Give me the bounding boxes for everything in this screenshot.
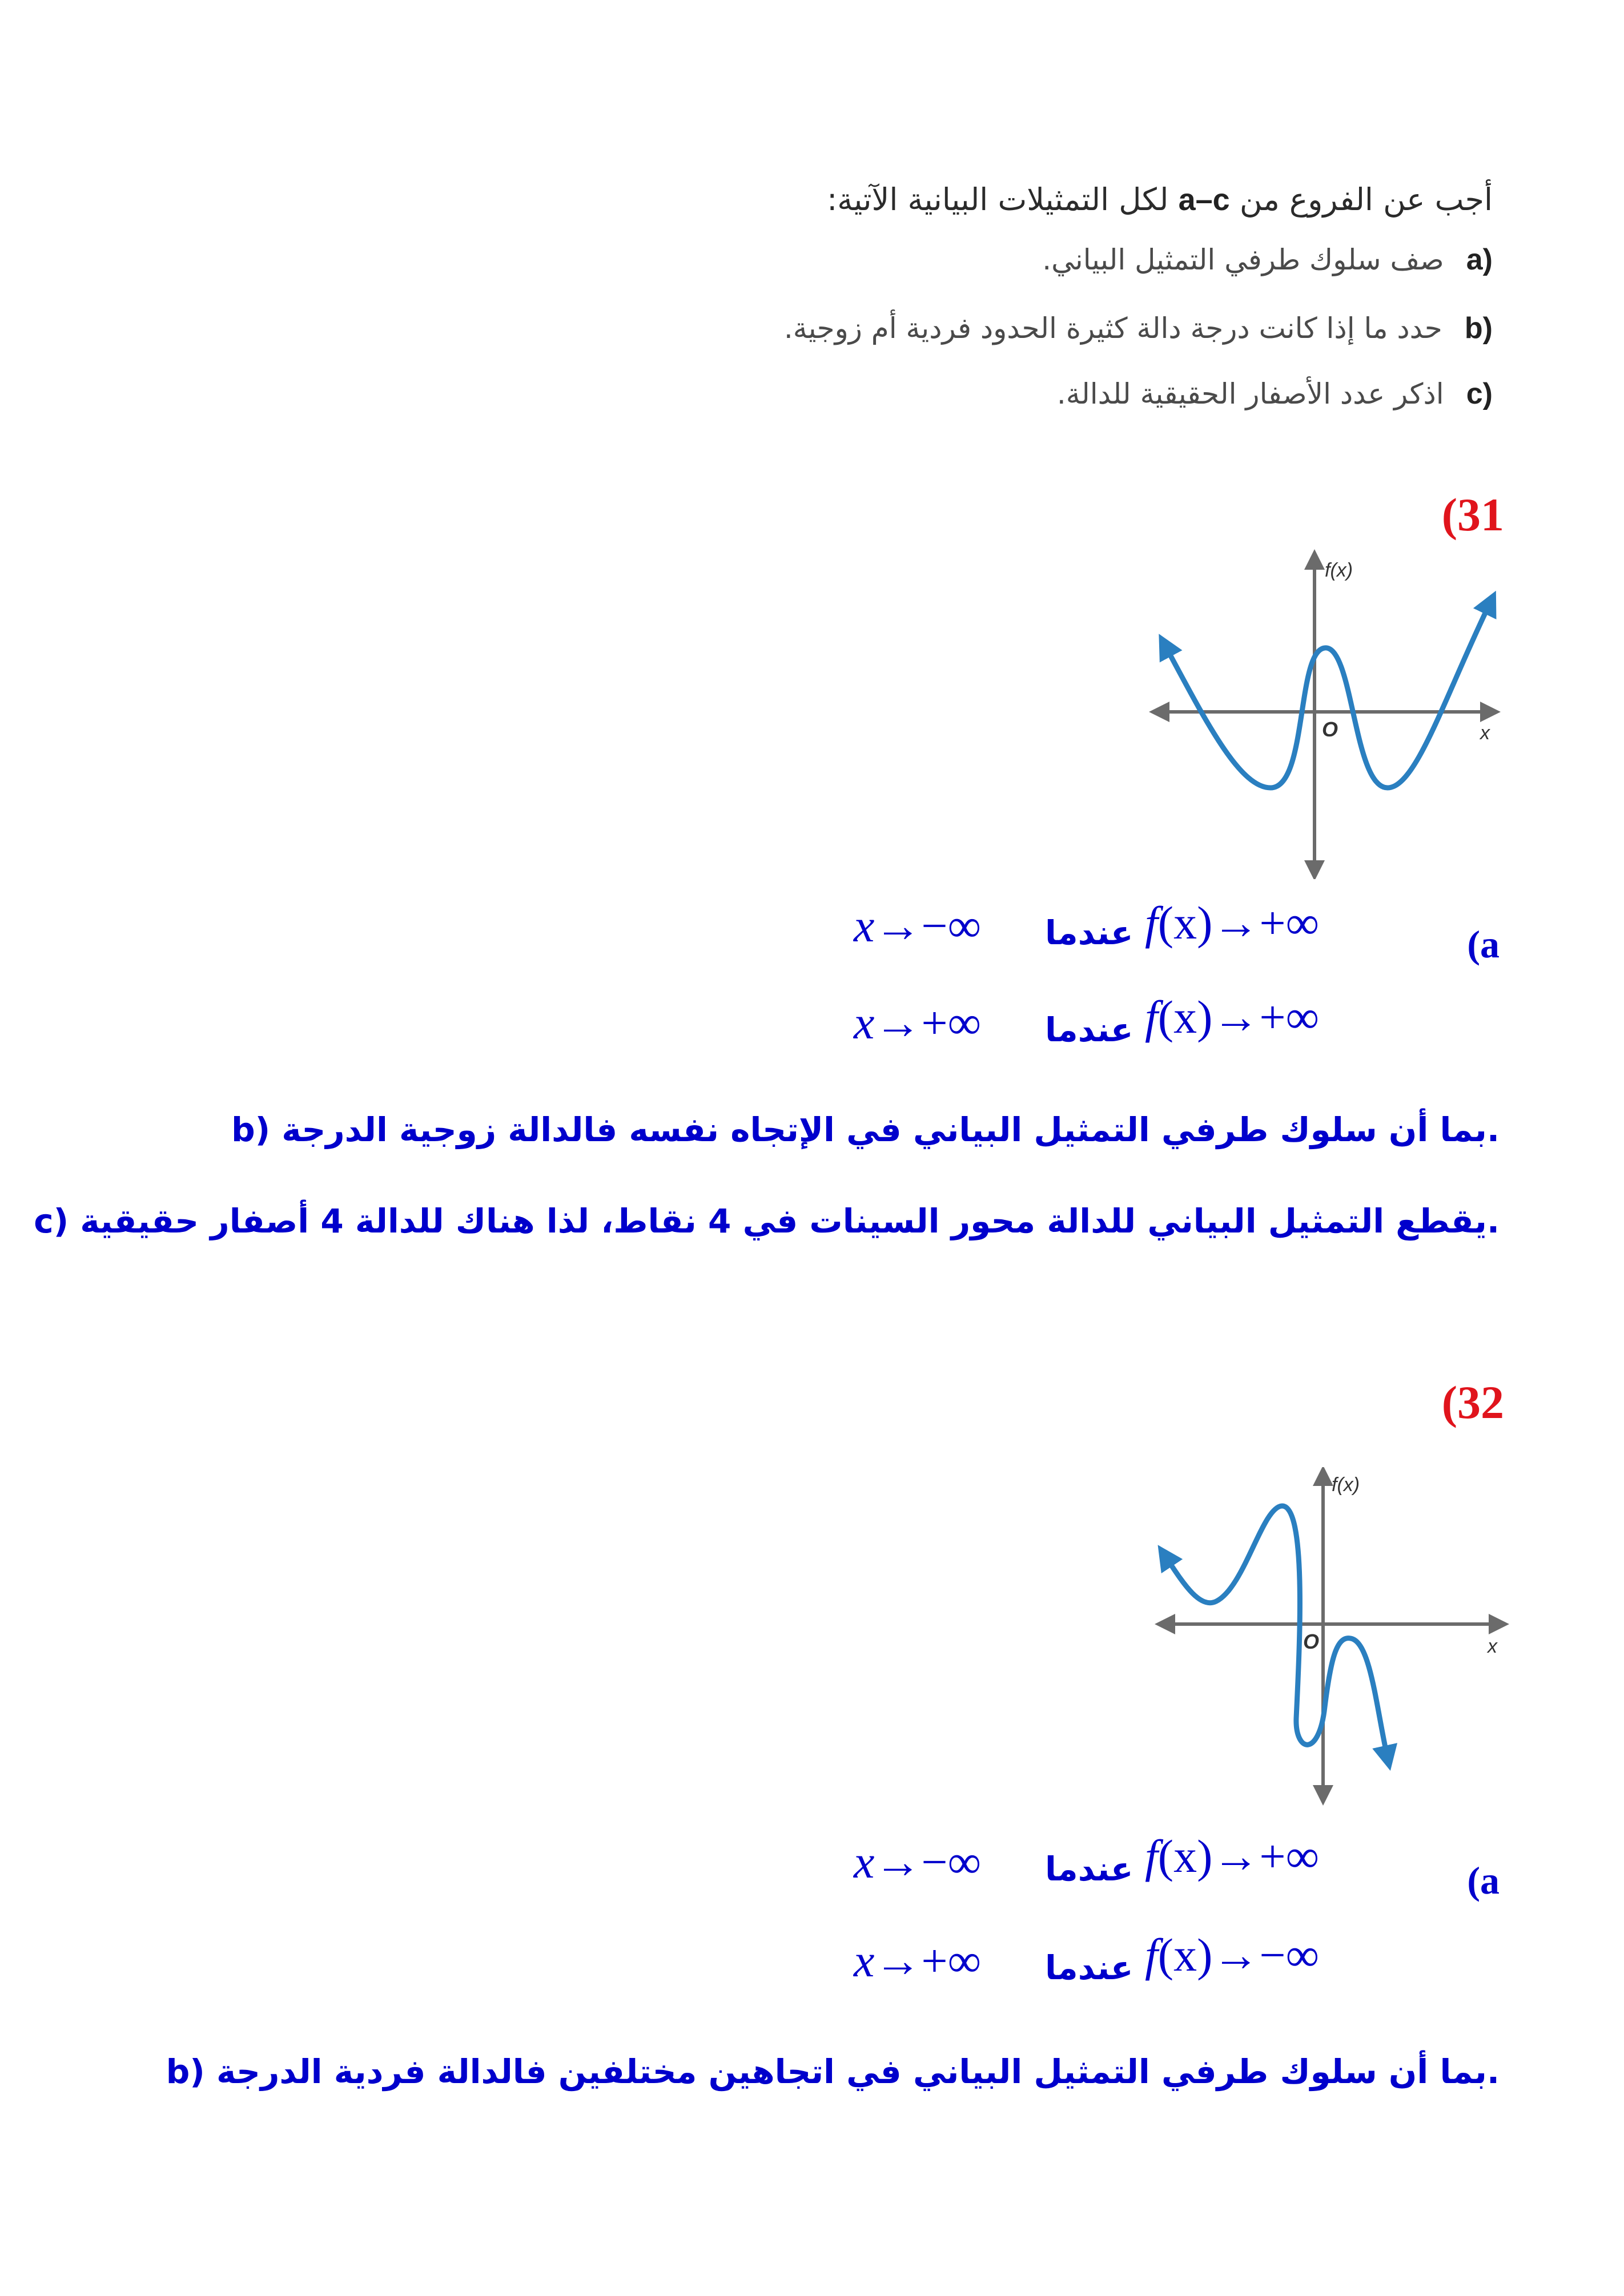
limit-x-31-1 — [854, 899, 981, 953]
instruction-item-c — [1057, 377, 1493, 411]
fx-arg: (x) — [1157, 897, 1213, 949]
item-letter: b) — [1464, 312, 1493, 345]
part-b-32: b) بما أن سلوك طرفي التمثيل البياني في اتجاهين مختلفين فالدالة فردية الدرجة. — [166, 2052, 1500, 2091]
x-var: x — [854, 1935, 875, 1987]
x-label: x — [1480, 722, 1490, 744]
fx: f — [1145, 897, 1158, 949]
part-b-31: b) بما أن سلوك طرفي التمثيل البياني في الإتجاه نفسه فالدالة زوجية الدرجة. — [231, 1110, 1500, 1149]
limit: +∞ — [921, 1935, 982, 1987]
part-c-31: c) يقطع التمثيل البياني للدالة محور السينات في 4 نقاط، لذا هناك للدالة 4 أصفار حقيقية. — [34, 1202, 1500, 1240]
limit: −∞ — [921, 1836, 982, 1888]
limit: +∞ — [1259, 897, 1320, 949]
curve — [1165, 1506, 1388, 1758]
y-label: f(x) — [1332, 1474, 1360, 1496]
when-word-32-2: عندما — [1045, 1948, 1133, 1987]
limit: +∞ — [921, 997, 982, 1049]
limit-fx-31-2 — [1145, 990, 1319, 1044]
origin-label: O — [1322, 718, 1338, 741]
curve — [1165, 602, 1490, 788]
limit-x-32-1 — [854, 1835, 981, 1889]
x-var: x — [854, 1836, 875, 1888]
limit-fx-32-1 — [1145, 1830, 1319, 1883]
when-word-31-2: عندما — [1045, 1010, 1133, 1049]
item-letter: a) — [1466, 243, 1493, 276]
graph-31 — [1148, 548, 1513, 879]
limit: −∞ — [1259, 1929, 1320, 1981]
arrow: → — [874, 1935, 922, 1987]
problem-number-32: (32 — [1441, 1376, 1504, 1428]
part-a-letter-32: (a — [1467, 1859, 1500, 1902]
instruction-item-b — [784, 311, 1493, 345]
fx-arg: (x) — [1157, 1929, 1213, 1981]
when-word-32-1: عندما — [1045, 1850, 1133, 1888]
fx-arg: (x) — [1157, 1830, 1213, 1882]
limit-x-32-2 — [854, 1934, 981, 1988]
item-text: صف سلوك طرفي التمثيل البياني. — [1042, 243, 1444, 276]
arrow: → — [1212, 991, 1260, 1043]
arrow: → — [874, 1836, 922, 1888]
instructions-heading — [827, 182, 1493, 217]
heading-pre: أجب عن الفروع من — [1239, 182, 1493, 217]
limit: +∞ — [1259, 1830, 1320, 1882]
limit: +∞ — [1259, 991, 1320, 1043]
when-word-31-1: عندما — [1045, 913, 1133, 952]
x-var: x — [854, 997, 875, 1049]
part-a-letter-31: (a — [1467, 923, 1500, 966]
fx: f — [1145, 1929, 1158, 1981]
x-var: x — [854, 900, 875, 952]
fx: f — [1145, 1830, 1158, 1882]
fx: f — [1145, 991, 1158, 1043]
limit: −∞ — [921, 900, 982, 952]
heading-post: لكل التمثيلات البيانية الآتية: — [827, 182, 1169, 217]
problem-number-31: (31 — [1441, 489, 1504, 541]
arrow: → — [874, 900, 922, 952]
graph-32 — [1153, 1467, 1519, 1810]
limit-fx-31-1 — [1145, 896, 1319, 950]
limit-x-31-2 — [854, 996, 981, 1050]
arrow: → — [874, 997, 922, 1049]
fx-arg: (x) — [1157, 991, 1213, 1043]
item-text: حدد ما إذا كانت درجة دالة كثيرة الحدود فردية أم زوجية. — [783, 312, 1442, 345]
arrow: → — [1212, 897, 1260, 949]
arrow: → — [1212, 1830, 1260, 1882]
limit-fx-32-2 — [1145, 1928, 1319, 1982]
item-text: اذكر عدد الأصفار الحقيقية للدالة. — [1056, 377, 1444, 410]
origin-label: O — [1303, 1630, 1320, 1653]
arrow: → — [1212, 1929, 1260, 1981]
instruction-item-a — [1042, 243, 1493, 277]
item-letter: c) — [1466, 377, 1493, 410]
x-label: x — [1488, 1636, 1497, 1657]
y-label: f(x) — [1325, 559, 1353, 581]
heading-range: a–c — [1178, 183, 1230, 217]
